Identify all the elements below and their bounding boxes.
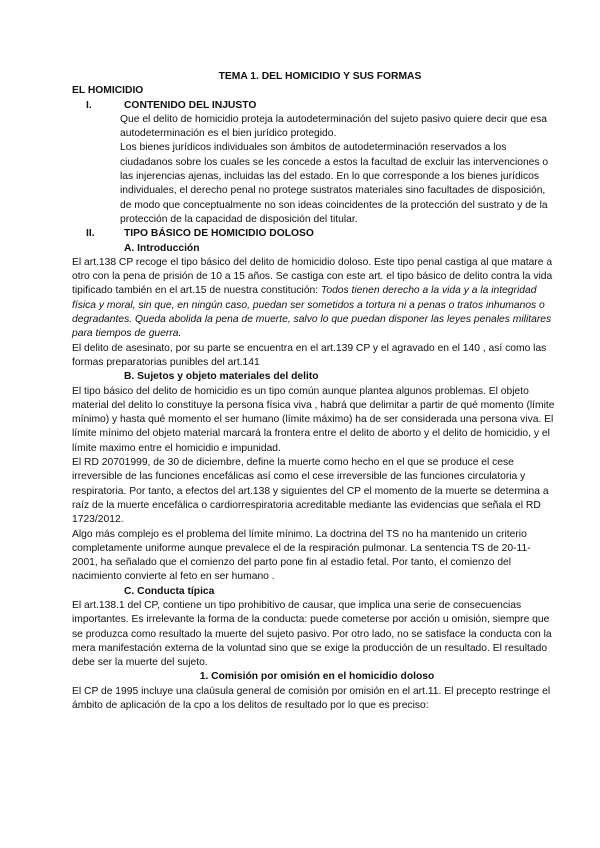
subsection-b-title: B. Sujetos y objeto materiales del delito — [124, 371, 319, 383]
subsection-a-paragraph-1 — [72, 256, 556, 342]
subsection-b-paragraph-3: Algo más complejo es el problema del límite mínimo. La doctrina del TS no ha mantenido un criterio completamente uniforme aunque prevalece el de la respiración pulmonar. La sentencia TS de 20-11-2001, ha señalado que el comienzo del parto pone fin al estadio fetal. Por tanto, el comienzo del nacimiento convierte al feto en ser humano . — [72, 528, 531, 583]
section-2-number: II. — [86, 228, 95, 240]
subsection-b-paragraph-2: El RD 20701999, de 30 de diciembre, define la muerte como hecho en el que se produce el cese irreversible de las funciones encefálicas así como el cese irreversible de las funciones circulatoria y respiratoria. Por tanto, a efectos del art.138 y siguientes del CP el momento de la muerte se determina a raíz de la muerte encefálica o cardiorrespiratoria acreditable mediante las evidencias que señala el RD 1723/2012. — [72, 457, 549, 526]
main-heading: EL HOMICIDIO — [72, 85, 144, 97]
subsection-c-title: C. Conducta típica — [124, 585, 215, 597]
constitution-quote: Todos tienen derecho a la vida y a la integridad física y moral, sin que, en ningún caso, puedan ser sometidos a tortura ni a penas o tratos inhumanos o degradantes. Queda abolida la pena de muerte, salvo lo que puedan disponer las leyes penales militares para tiempos de guerra. — [72, 285, 552, 340]
subsubsection-1-title: 1. Comisión por omisión en el homicidio doloso — [199, 671, 435, 683]
section-2-title: TIPO BÁSICO DE HOMICIDIO DOLOSO — [124, 228, 314, 240]
section-1-number: I. — [86, 99, 92, 111]
subsection-a-paragraph-2: El delito de asesinato, por su parte se encuentra en el art.139 CP y el agravado en el 140 , así como las formas preparatorias punibles del art.141 — [72, 342, 547, 368]
subsection-c-paragraph-2: El CP de 1995 incluye una claúsula general de comisión por omisión en el art.11. El precepto restringe el ámbito de aplicación de la cpo a los delitos de resultado por lo que es preciso: — [72, 685, 551, 712]
section-2-heading — [72, 227, 556, 241]
document-title: TEMA 1. DEL HOMICIDIO Y SUS FORMAS — [218, 71, 422, 82]
section-1-paragraph-1: Que el delito de homicidio proteja la autodeterminación del sujeto pasivo quiere decir que esa autodeterminación es el bien jurídico protegido. — [120, 113, 548, 140]
section-1-title: CONTENIDO DEL INJUSTO — [124, 99, 257, 111]
subsection-a-text: El art.138 CP recoge el tipo básico del delito de homicidio doloso. Este tipo penal castiga al que matare a otro con la pena de prisión de 10 a 15 años. Se castiga con este art. el tipo básico de delito contra la vida tipificado también en el art.15 de nuestra constitución: — [72, 256, 553, 297]
subsection-c-paragraph-1: El art.138.1 del CP, contiene un tipo prohibitivo de causar, que implica una serie de consecuencias importantes. Es irrelevante la forma de la conducta: puede cometerse por acción u omisión, siempre que se produzca como resultado la muerte del sujeto pasivo. Por otro lado, no se satisface la conducta con la mera manifestación externa de la voluntad sino que se exige la producción de un resultado. El resultado debe ser la muerte del sujeto. — [72, 599, 552, 669]
section-1-paragraph-2: Los bienes jurídicos individuales son ámbitos de autodeterminación reservados a los ciudadanos sobre los cuales se les concede a estos la facultad de excluir las intervenciones o las injerencias ajenas, incluidas las del estado. En lo que corresponde a los bienes jurídicos individuales, el derecho penal no protege sustratos materiales sino facultades de disposición, de modo que conceptualmente no son ideas coincidentes de la protección del sustrato y de la protección de la capacidad de disposición del titular. — [120, 142, 549, 225]
section-1-heading — [72, 99, 556, 113]
subsection-b-paragraph-1: El tipo básico del delito de homicidio es un tipo común aunque plantea algunos problemas. El objeto material del delito lo constituye la persona física viva , habrá que delimitar a partir de qué momento (límite mínimo) y hasta qué momento el ser humano (límite máximo) ha de ser considerada una persona viva. El límite mínimo del objeto material marcará la frontera entre el delito de aborto y el delito de homicidio, y el límite maximo entre el homicidio e impunidad. — [72, 385, 555, 454]
subsection-a-title: A. Introducción — [124, 242, 200, 254]
